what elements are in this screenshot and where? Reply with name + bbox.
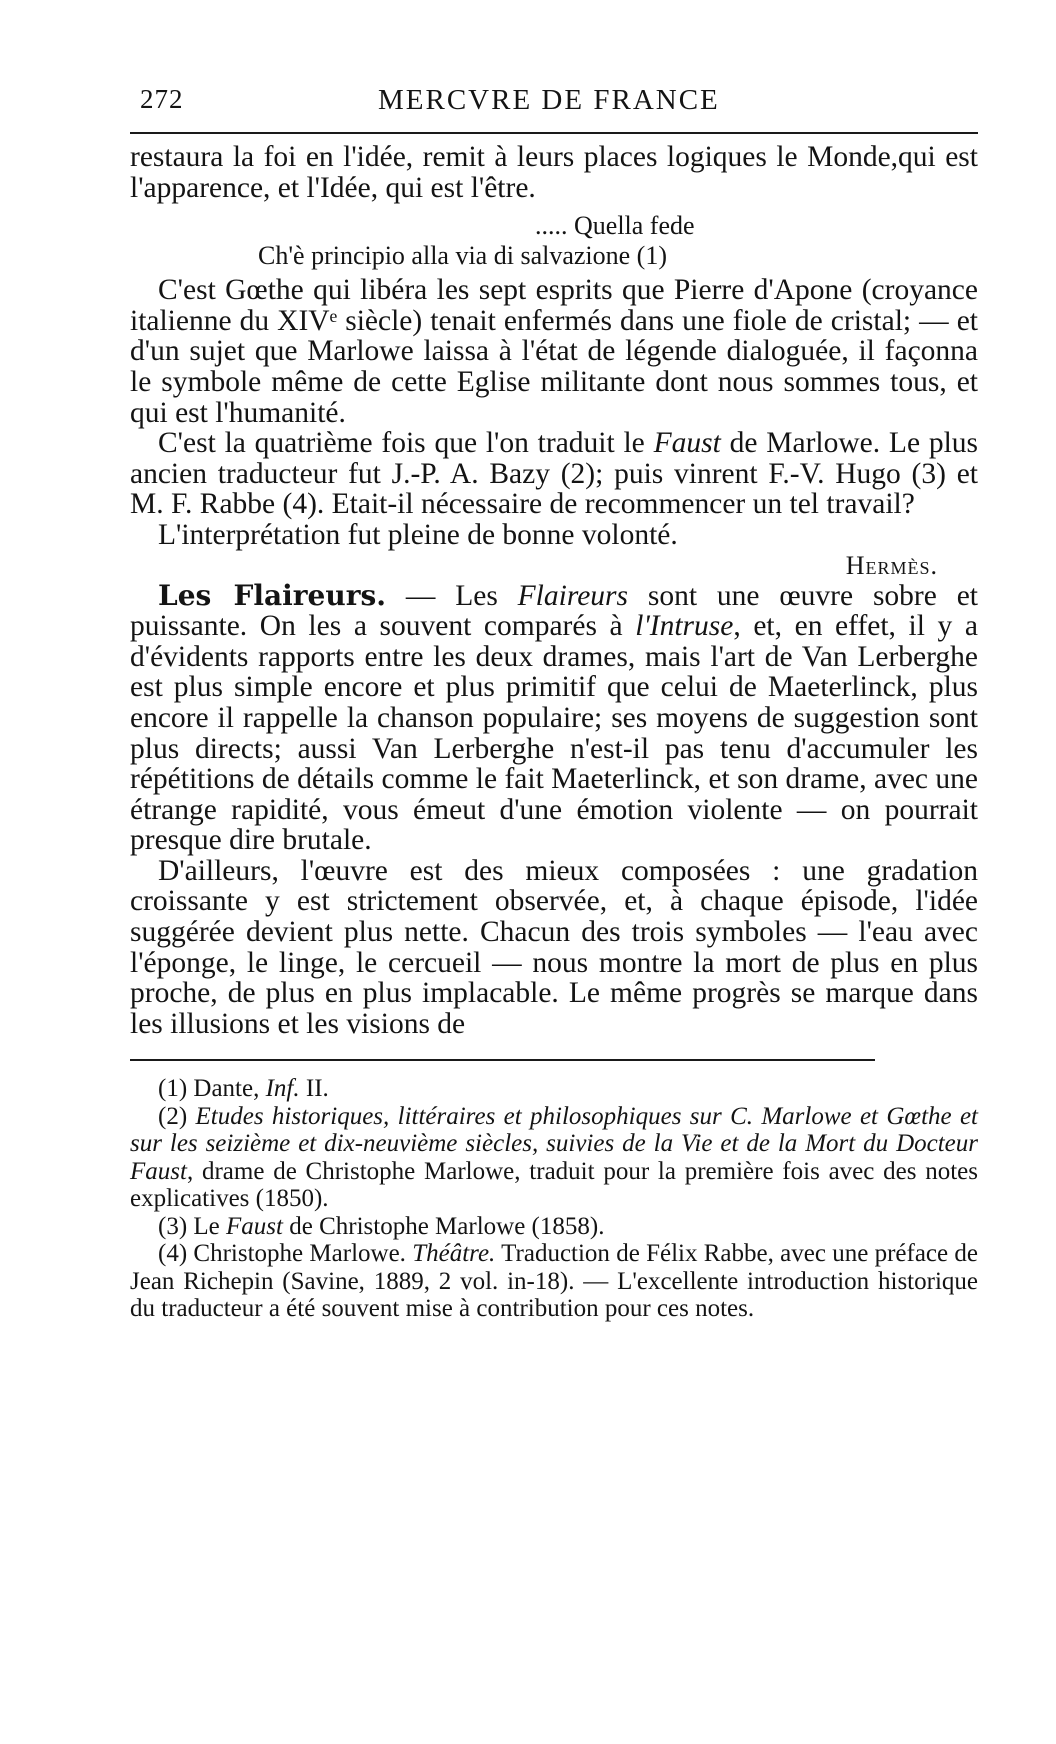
italic-title: Flaireurs [517, 579, 629, 612]
footnotes [130, 1075, 978, 1323]
paragraph-flaireurs: Les Flaireurs. — Les Flaireurs sont une œuvre sobre et puissante. On les a souvent comparés à l'Intruse, et, en effet, il y a d'évidents rapports entre les deux drames, mais l'art de Van Lerberghe est plus simple encore et plus primitif que celui de Maeterlinck, plus encore il rappelle la chanson populaire; ses moyens de suggestion sont plus directs; aussi Van Lerberghe n'est-il pas tenu d'accumuler les répétitions de détails comme le fait Maeterlinck, et son drame, avec une étrange rapidité, vous émeut d'une émotion violente — on pourrait presque dire brutale. [130, 578, 978, 857]
running-title: MERCVRE DE FRANCE [378, 84, 720, 116]
footnote-2: (2) Etudes historiques, littéraires et philosophiques sur C. Marlowe et Gœthe et sur les seizième et dix-neuvième siècles, suivies de la Vie et de la Mort du Docteur Faust, drame de Christophe Marlowe, traduit pour la première fois avec des notes explicatives (1850). [130, 1102, 979, 1213]
signature: Hermès. [845, 550, 938, 580]
book-page [130, 70, 978, 1323]
paragraph-continuation: restaura la foi en l'idée, remit à leurs places logiques le Monde,qui est l'apparence, et l'Idée, qui est l'être. [130, 141, 978, 204]
paragraph-goethe: C'est Gœthe qui libéra les sept esprits que Pierre d'Apone (croyance italienne du XIVᵉ siècle) tenait enfermés dans une fiole de cristal; — et d'un sujet que Marlowe laissa à l'état de légende dialoguée, il façonna le symbole même de cette Eglise militante dont nous sommes tous, et qui est l'humanité. [130, 274, 978, 429]
italic-title: l'Intruse [635, 610, 734, 643]
footnote-1: (1) Dante, Inf. II. [158, 1075, 329, 1103]
quote-line: Ch'è principio alla via di salvazione (1) [258, 241, 667, 271]
paragraph-translations: C'est la quatrième fois que l'on traduit le Faust de Marlowe. Le plus ancien traducteur fut J.-P. A. Bazy (2); puis vinrent F.-V. Hugo (3) et M. F. Rabbe (4). Etait-il nécessaire de recommencer un tel travail? [130, 427, 979, 521]
header-rule [130, 132, 978, 134]
main-text [130, 142, 978, 1039]
quote-line: ..... Quella fede [535, 211, 695, 241]
footnote-3: (3) Le Faust de Christophe Marlowe (1858). [158, 1212, 605, 1240]
paragraph-interpretation: L'interprétation fut pleine de bonne volonté. [158, 518, 678, 551]
page-number: 272 [140, 84, 184, 114]
footnote-rule [130, 1059, 875, 1061]
section-heading: Les Flaireurs. [158, 578, 386, 612]
page-header [130, 70, 978, 126]
paragraph-composition: D'ailleurs, l'œuvre est des mieux composées : une gradation croissante y est strictement observée, et, à chaque épisode, l'idée suggérée devient plus nette. Chacun des trois symboles — l'eau avec l'éponge, le linge, le cercueil — nous montre la mort de plus en plus proche, de plus en plus implacable. Le même progrès se marque dans les illusions et les visions de [130, 854, 978, 1040]
italian-quotation [130, 211, 978, 271]
italic-title: Faust [653, 427, 721, 460]
footnote-4: (4) Christophe Marlowe. Théâtre. Traduction de Félix Rabbe, avec une préface de Jean Richepin (Savine, 1889, 2 vol. in-18). — L'excellente introduction historique du traducteur a été souvent mise à contribution pour ces notes. [130, 1240, 978, 1323]
